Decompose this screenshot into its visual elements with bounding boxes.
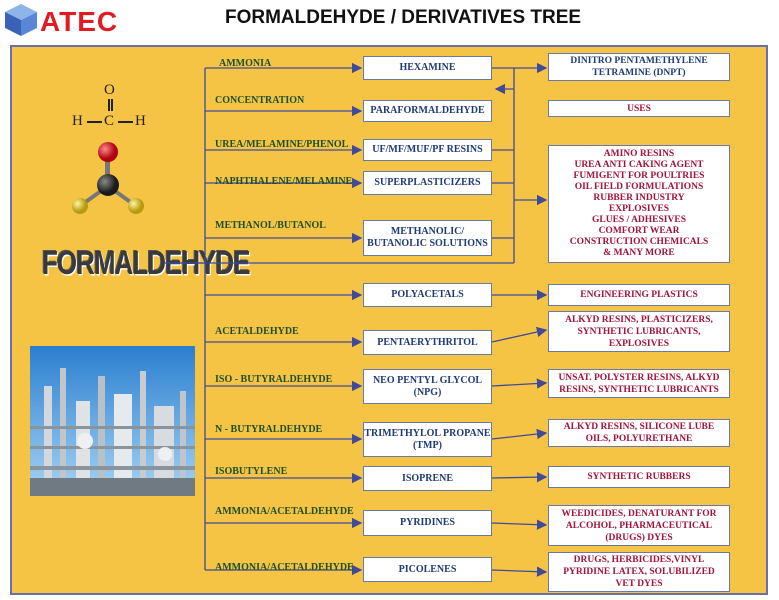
uses-item: FUMIGENT FOR POULTRIES [573, 171, 705, 181]
product-hexamine: HEXAMINE [363, 56, 492, 80]
product-pyridines: PYRIDINES [363, 510, 492, 536]
product-dnpt: DINITRO PENTAMETHYLENE TETRAMINE (DNPT) [548, 53, 730, 81]
product-polyacetals: POLYACETALS [363, 283, 492, 307]
product-trimethylol-propane: TRIMETHYLOL PROPANE (TMP) [363, 422, 492, 457]
use-tmp: ALKYD RESINS, SILICONE LUBE OILS, POLYURETHANE [548, 419, 730, 447]
use-picolenes: DRUGS, HERBICIDES,VINYL PYRIDINE LATEX, SOLUBILIZED VET DYES [548, 552, 730, 592]
reactant-concentration: CONCENTRATION [215, 95, 305, 106]
uses-item: AMINO RESINS [603, 149, 675, 159]
product-uf-mf-muf-pf-resins: UF/MF/MUF/PF RESINS [363, 139, 492, 161]
uses-item: COMFORT WEAR [598, 226, 680, 236]
use-engineering-plastics: ENGINEERING PLASTICS [548, 284, 730, 306]
reactant-ammonia-acetaldehyde-1: AMMONIA/ACETALDEHYDE [215, 506, 354, 517]
formaldehyde-root-label: FORMALDEHYDE [42, 243, 250, 282]
product-picolenes: PICOLENES [363, 557, 492, 582]
reactant-iso-butyraldehyde: ISO - BUTYRALDEHYDE [215, 374, 333, 385]
formula-oxygen: O [104, 82, 115, 98]
formula-hydrogen-right: H [135, 113, 146, 129]
uses-item: UREA ANTI CAKING AGENT [574, 160, 704, 170]
product-use-arrow [492, 477, 546, 478]
uses-item: GLUES / ADHESIVES [592, 215, 686, 225]
product-neo-pentyl-glycol: NEO PENTYL GLYCOL (NPG) [363, 369, 492, 404]
product-pentaerythritol: PENTAERYTHRITOL [363, 330, 492, 355]
product-paraformaldehyde: PARAFORMALDEHYDE [363, 100, 492, 122]
use-npg: UNSAT. POLYSTER RESINS, ALKYD RESINS, SYNTHETIC LUBRICANTS [548, 369, 730, 398]
formula-carbon: C [104, 113, 115, 129]
uses-item: & MANY MORE [603, 248, 675, 258]
reactant-n-butyraldehyde: N - BUTYRALDEHYDE [215, 424, 323, 435]
uses-list [548, 145, 730, 263]
page-title: FORMALDEHYDE / DERIVATIVES TREE [225, 7, 582, 28]
product-use-arrow [492, 330, 546, 342]
use-pentaerythritol: ALKYD RESINS, PLASTICIZERS, SYNTHETIC LUBRICANTS, EXPLOSIVES [548, 311, 730, 352]
uses-item: OIL FIELD FORMULATIONS [574, 182, 704, 192]
product-methanolic-butanolic-solutions: METHANOLIC/ BUTANOLIC SOLUTIONS [363, 220, 492, 256]
product-use-arrow [492, 383, 546, 386]
product-superplasticizers: SUPERPLASTICIZERS [363, 171, 492, 195]
uses-item: EXPLOSIVES [608, 204, 670, 214]
reactant-naphthalene-melamine: NAPHTHALENE/MELAMINE [215, 176, 353, 187]
uses-item: CONSTRUCTION CHEMICALS [569, 237, 709, 247]
product-use-arrow [492, 433, 546, 439]
reactant-methanol-butanol: METHANOL/BUTANOL [215, 220, 326, 231]
reactant-isobutylene: ISOBUTYLENE [215, 466, 288, 477]
uses-title: USES [548, 100, 730, 117]
product-isoprene: ISOPRENE [363, 466, 492, 491]
product-use-arrow [492, 570, 546, 572]
use-synthetic-rubbers: SYNTHETIC RUBBERS [548, 466, 730, 488]
reactant-urea-melamine-phenol: UREA/MELAMINE/PHENOL [215, 139, 349, 150]
formula-hydrogen-left: H [72, 113, 83, 129]
atec-logo: ATEC [40, 6, 119, 37]
reactant-ammonia: AMMONIA [219, 58, 272, 69]
reactant-ammonia-acetaldehyde-2: AMMONIA/ACETALDEHYDE [215, 562, 354, 573]
product-use-arrow [492, 523, 546, 525]
use-pyridines: WEEDICIDES, DENATURANT FOR ALCOHOL, PHARMACEUTICAL (DRUGS) DYES [548, 505, 730, 546]
reactant-acetaldehyde: ACETALDEHYDE [215, 326, 299, 337]
uses-item: RUBBER INDUSTRY [593, 193, 685, 203]
